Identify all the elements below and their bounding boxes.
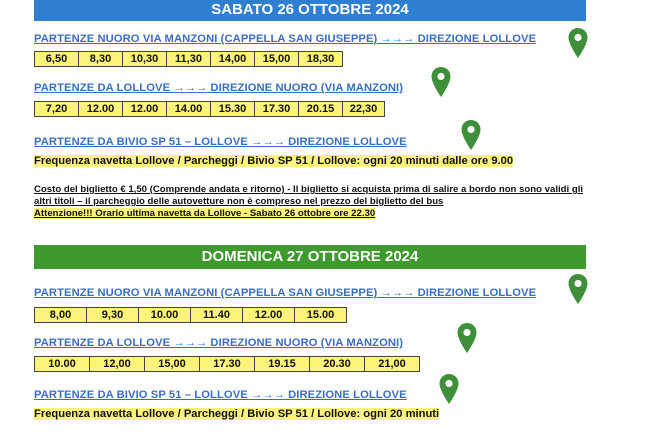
time-cell: 20.30 [310, 356, 365, 372]
saturday-route2-times [34, 101, 385, 117]
sunday-route1-times [34, 307, 347, 323]
time-cell: 11,30 [167, 51, 211, 67]
map-pin-icon [567, 273, 589, 305]
time-cell: 8,30 [79, 51, 123, 67]
ticket-note-text: Costo del biglietto € 1,50 (Comprende andata e ritorno) - Il biglietto si acquista prima di salire a bordo non sono validi gli altri titoli – il parcheggio delle autovetture non è compreso nel prezzo del biglietto del bus [34, 184, 584, 207]
time-cell: 14.00 [167, 101, 211, 117]
sunday-route2-label: PARTENZE DA LOLLOVE →→→ DIREZIONE NUORO (VIA MANZONI) [34, 337, 404, 349]
time-cell: 19.15 [255, 356, 310, 372]
sunday-route3-label: PARTENZE DA BIVIO SP 51 – LOLLOVE →→→ DIREZIONE LOLLOVE [34, 389, 407, 401]
time-cell: 17.30 [255, 101, 299, 117]
sunday-banner [34, 245, 586, 269]
map-pin-icon [456, 322, 478, 354]
saturday-route2-label: PARTENZE DA LOLLOVE →→→ DIREZIONE NUORO (VIA MANZONI) [34, 82, 404, 94]
time-cell: 10.00 [35, 356, 90, 372]
sunday-route2-times [34, 356, 420, 372]
time-cell: 10,30 [123, 51, 167, 67]
time-cell: 9,30 [87, 307, 139, 323]
saturday-frequency: Frequenza navetta Lollove / Parcheggi / Bivio SP 51 / Lollove: ogni 20 minuti dalle ore 9.00 [34, 155, 514, 167]
time-cell: 12.00 [123, 101, 167, 117]
time-cell: 11.40 [191, 307, 243, 323]
time-cell: 18,30 [299, 51, 343, 67]
saturday-banner [34, 0, 586, 21]
time-cell: 21,00 [365, 356, 420, 372]
time-cell: 7,20 [35, 101, 79, 117]
time-cell: 15.30 [211, 101, 255, 117]
time-cell: 12.00 [243, 307, 295, 323]
time-cell: 12,00 [90, 356, 145, 372]
time-cell: 8,00 [35, 307, 87, 323]
saturday-route1-times [34, 51, 343, 67]
time-cell: 12.00 [79, 101, 123, 117]
map-pin-icon [438, 373, 460, 405]
time-cell: 17.30 [200, 356, 255, 372]
time-cell: 20.15 [299, 101, 343, 117]
sunday-route1-label: PARTENZE NUORO VIA MANZONI (CAPPELLA SAN GIUSEPPE) →→→ DIREZIONE LOLLOVE [34, 287, 537, 299]
saturday-route3-label: PARTENZE DA BIVIO SP 51 – LOLLOVE →→→ DIREZIONE LOLLOVE [34, 136, 407, 148]
saturday-route1-label: PARTENZE NUORO VIA MANZONI (CAPPELLA SAN GIUSEPPE) →→→ DIREZIONE LOLLOVE [34, 33, 537, 45]
map-pin-icon [460, 119, 482, 151]
attention-text: Attenzione!!! Orario ultima navetta da Lollove - Sabato 26 ottobre ore 22.30 [34, 208, 376, 219]
time-cell: 15,00 [145, 356, 200, 372]
time-cell: 15,00 [255, 51, 299, 67]
time-cell: 10.00 [139, 307, 191, 323]
sunday-frequency: Frequenza navetta Lollove / Parcheggi / Bivio SP 51 / Lollove: ogni 20 minuti [34, 408, 440, 420]
saturday-ticket-note [34, 184, 594, 220]
time-cell: 22,30 [343, 101, 385, 117]
time-cell: 6,50 [35, 51, 79, 67]
sunday-title: DOMENICA 27 OTTOBRE 2024 [201, 248, 419, 265]
time-cell: 14,00 [211, 51, 255, 67]
saturday-title: SABATO 26 OTTOBRE 2024 [211, 1, 409, 18]
time-cell: 15.00 [295, 307, 347, 323]
map-pin-icon [430, 66, 452, 98]
map-pin-icon [567, 27, 589, 59]
